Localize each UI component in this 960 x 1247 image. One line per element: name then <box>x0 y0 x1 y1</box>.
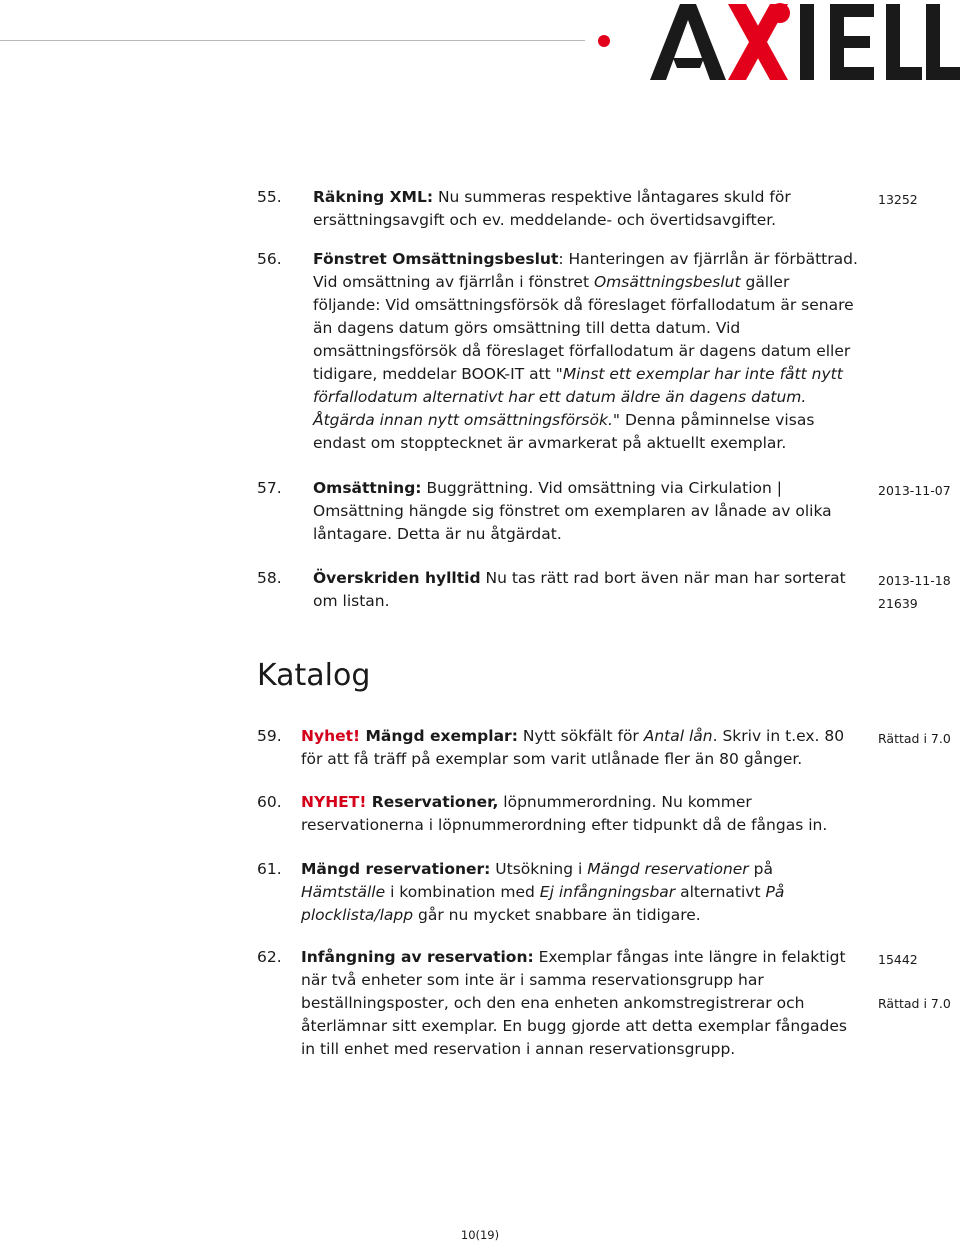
item-title: Räkning XML: <box>313 188 434 206</box>
item-body: går nu mycket snabbare än tidigare. <box>413 906 701 924</box>
header-rule <box>0 40 585 41</box>
item-body-italic: Mängd reservationer <box>587 860 749 878</box>
item-title: Överskriden hylltid <box>313 569 481 587</box>
item-number: 61. <box>257 860 282 878</box>
item-body: Nu summeras respektive låntagares skuld för ersättningsavgift och ev. meddelande- och övertidsavgifter. <box>313 188 791 229</box>
item-body: Buggrättning. Vid omsättning via Cirkulation | Omsättning hängde sig fönstret om exemplaren av lånade av olika låntagare. Detta är nu åtgärdat. <box>313 479 832 543</box>
item-body: . Skriv in t.ex. 80 för att få träff på exemplar som varit utlånade fler än 80 gånger. <box>301 727 845 768</box>
list-item <box>301 946 861 1061</box>
item-body: löpnummerordning. Nu kommer reservationerna i löpnummerordning efter tidpunkt då de fångas in. <box>301 793 828 834</box>
list-item <box>313 567 853 613</box>
item-number: 60. <box>257 793 282 811</box>
list-item <box>313 186 843 232</box>
item-body: Nu tas rätt rad bort även när man har sorterat om listan. <box>313 569 846 610</box>
item-body-italic: På plocklista/lapp <box>301 883 785 924</box>
item-body: Utsökning i <box>490 860 588 878</box>
item-body: alternativt <box>675 883 766 901</box>
item-title: Reservationer, <box>366 793 499 811</box>
item-body: Nytt sökfält för <box>517 727 644 745</box>
item-side-ref: 15442 <box>878 952 918 967</box>
item-number: 58. <box>257 569 282 587</box>
item-number: 56. <box>257 250 282 268</box>
item-body: " Denna påminnelse visas endast om stopptecknet är avmarkerat på aktuellt exemplar. <box>313 411 815 452</box>
item-title: Mängd reservationer: <box>301 860 491 878</box>
item-body: i kombination med <box>385 883 540 901</box>
item-number: 62. <box>257 948 282 966</box>
item-body-italic: Minst ett exemplar har inte fått nytt förfallodatum alternativt har ett datum äldre än dagens datum. Åtgärda innan nytt omsättningsförsök. <box>313 365 843 429</box>
item-body-italic: Ej infångningsbar <box>539 883 676 901</box>
section-heading-katalog: Katalog <box>257 658 371 693</box>
item-title: Infångning av reservation: <box>301 948 534 966</box>
list-item <box>301 858 861 927</box>
axiell-logo <box>640 0 960 82</box>
list-item <box>313 248 858 455</box>
header-red-dot <box>598 35 610 47</box>
list-item <box>301 725 856 771</box>
item-body-italic: Omsättningsbeslut <box>593 273 741 291</box>
item-title: Mängd exemplar: <box>360 727 518 745</box>
item-body-italic: Antal lån <box>643 727 713 745</box>
item-side-ref: 21639 <box>878 596 918 611</box>
item-side-ref: Rättad i 7.0 <box>878 731 951 746</box>
list-item <box>301 791 856 837</box>
item-tag-new: Nyhet! <box>301 727 361 745</box>
item-title: Fönstret Omsättningsbeslut <box>313 250 559 268</box>
item-number: 59. <box>257 727 282 745</box>
item-side-ref: Rättad i 7.0 <box>878 996 951 1011</box>
list-item <box>313 477 858 546</box>
page-number: 10(19) <box>460 1228 500 1242</box>
item-body: på <box>748 860 773 878</box>
item-title: Omsättning: <box>313 479 422 497</box>
item-tag-new: NYHET! <box>301 793 367 811</box>
item-side-ref: 2013-11-18 <box>878 573 951 588</box>
item-side-ref: 2013-11-07 <box>878 483 951 498</box>
item-body-italic: Hämtställe <box>301 883 386 901</box>
item-number: 55. <box>257 188 282 206</box>
item-number: 57. <box>257 479 282 497</box>
item-body: Exemplar fångas inte längre in felaktigt när två enheter som inte är i samma reservationsgrupp har beställningsposter, och den ena enheten ankomstregistrerar och återlämnar sitt exemplar. En bugg gjorde att detta exemplar fångades in till enhet med reservation i annan reservationsgrupp. <box>301 948 847 1058</box>
item-side-ref: 13252 <box>878 192 918 207</box>
item-body: : Hanteringen av fjärrlån är förbättrad. Vid omsättning av fjärrlån i fönstret <box>313 250 858 291</box>
item-body: gäller följande: Vid omsättningsförsök då föreslaget förfallodatum är senare än dagens datum görs omsättning till detta datum. Vid omsättningsförsök då föreslaget förfallodatum är dagens datum eller tidigare, meddelar BOOK-IT att " <box>313 273 854 383</box>
